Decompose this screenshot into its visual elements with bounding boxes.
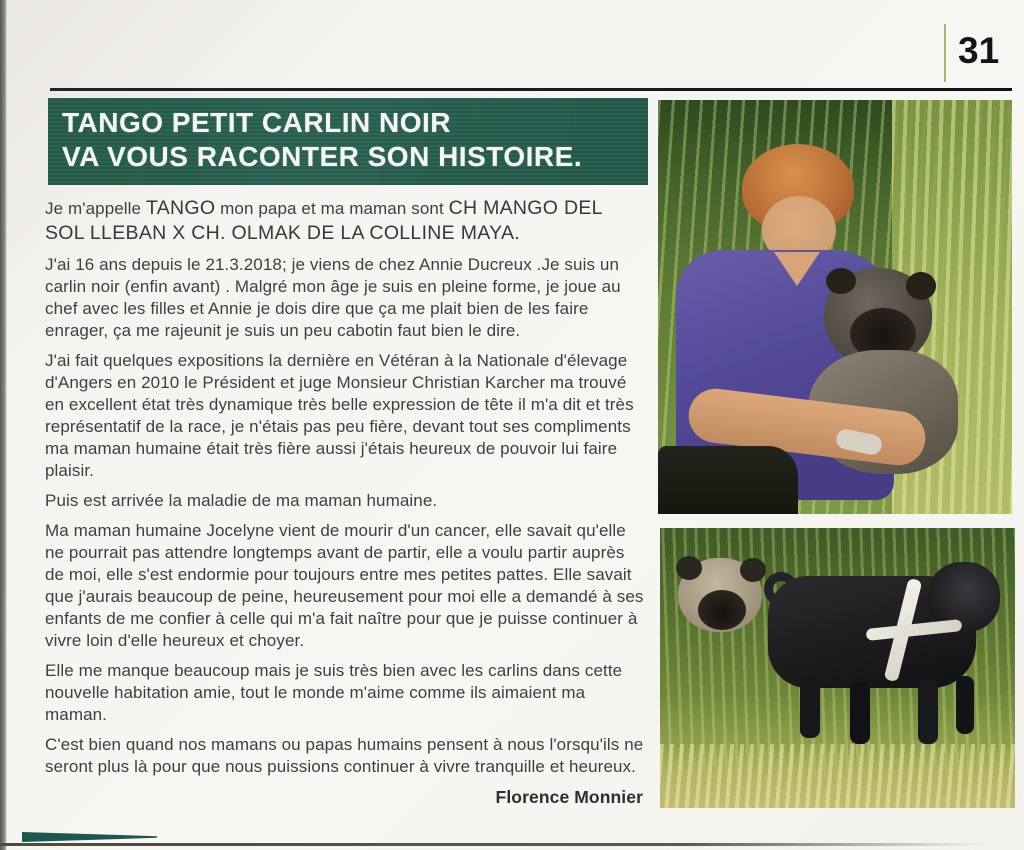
fawn-pug-muzzle (698, 590, 746, 630)
black-pug-leg (800, 678, 820, 738)
article-body (45, 196, 645, 816)
fawn-pug-ear-left (676, 556, 702, 580)
page-number: 31 (958, 30, 1000, 71)
paragraph-expositions: J'ai fait quelques expositions la dernière en Vétéran à la Nationale d'élevage d'Angers en 2010 le Président et juge Monsieur Christian Karcher ma trouvé en excellent état très dynamique très belle expression de tête il m'a dit et très représentatif de la race, je n'étais pas peu fière, devant tout ses compliments ma maman humaine était très fière aussi j'étais heureux de pouvoir lui faire plaisir. (45, 351, 634, 480)
black-pug-leg (956, 676, 974, 734)
black-pug-leg (918, 680, 938, 744)
intro-pedigree: CH MANGO DEL SOL LLEBAN X CH. OLMAK DE LA COLLINE MAYA. (45, 197, 603, 244)
fawn-pug-ear-right (740, 558, 766, 582)
page-number-divider (944, 24, 946, 82)
intro-dog-name: TANGO (145, 197, 216, 219)
pug-ear-left (826, 268, 856, 294)
intro-seg1: Je m'appelle (45, 199, 146, 218)
pug-ear-right (906, 272, 936, 300)
article-title-banner (48, 98, 648, 185)
scan-edge-left (0, 0, 7, 850)
article-title-line1: TANGO PETIT CARLIN NOIR (62, 107, 451, 138)
paragraph-maladie: Puis est arrivée la maladie de ma maman humaine. (45, 491, 438, 510)
paragraph-age: J'ai 16 ans depuis le 21.3.2018; je viens de chez Annie Ducreux .Je suis un carlin noir (enfin avant) . Malgré mon âge je suis en pleine forme, je joue au chef avec les filles et Annie je dois dire que ça me plait bien de les faire enrager, ça me rajeunit je suis un peu cabotin faut bien le dire. (45, 255, 621, 340)
foreground-grass (660, 744, 1015, 808)
article-title-line2: VA VOUS RACONTER SON HISTOIRE. (62, 141, 583, 172)
photo-two-pugs (660, 528, 1015, 808)
scan-teal-mark (22, 832, 157, 842)
paragraph-intro (45, 196, 645, 246)
header-rule (50, 88, 1012, 91)
scan-edge-bottom (0, 843, 985, 846)
woman-dark-shorts (658, 446, 798, 514)
paragraph-jocelyne: Ma maman humaine Jocelyne vient de mourir d'un cancer, elle savait qu'elle ne pourrait pas attendre longtemps avant de partir, elle a voulu partir auprès de moi, elle s'est endormie pour toujours entre mes petites pattes. Elle savait que j'aurais beaucoup de peine, heureusement pour moi elle a demandé à ses enfants de me confier à celle qui m'a fait naître pour que je puisse continuer à vivre loin d'elle heureux et choyer. (45, 521, 644, 650)
paragraph-manque: Elle me manque beaucoup mais je suis très bien avec les carlins dans cette nouvelle habitation amie, tout le monde m'aime comme ils aimaient ma maman. (45, 661, 623, 724)
intro-seg3: mon papa et ma maman sont (215, 199, 449, 218)
paragraph-conclusion: C'est bien quand nos mamans ou papas humains pensent à nous l'orsqu'ils ne seront plus là pour que nous puissions continuer à vivre tranquille et heureux. (45, 735, 644, 776)
author-signature: Florence Monnier (495, 787, 643, 807)
photo-woman-with-pug (658, 100, 1012, 514)
black-pug-leg (850, 682, 870, 744)
